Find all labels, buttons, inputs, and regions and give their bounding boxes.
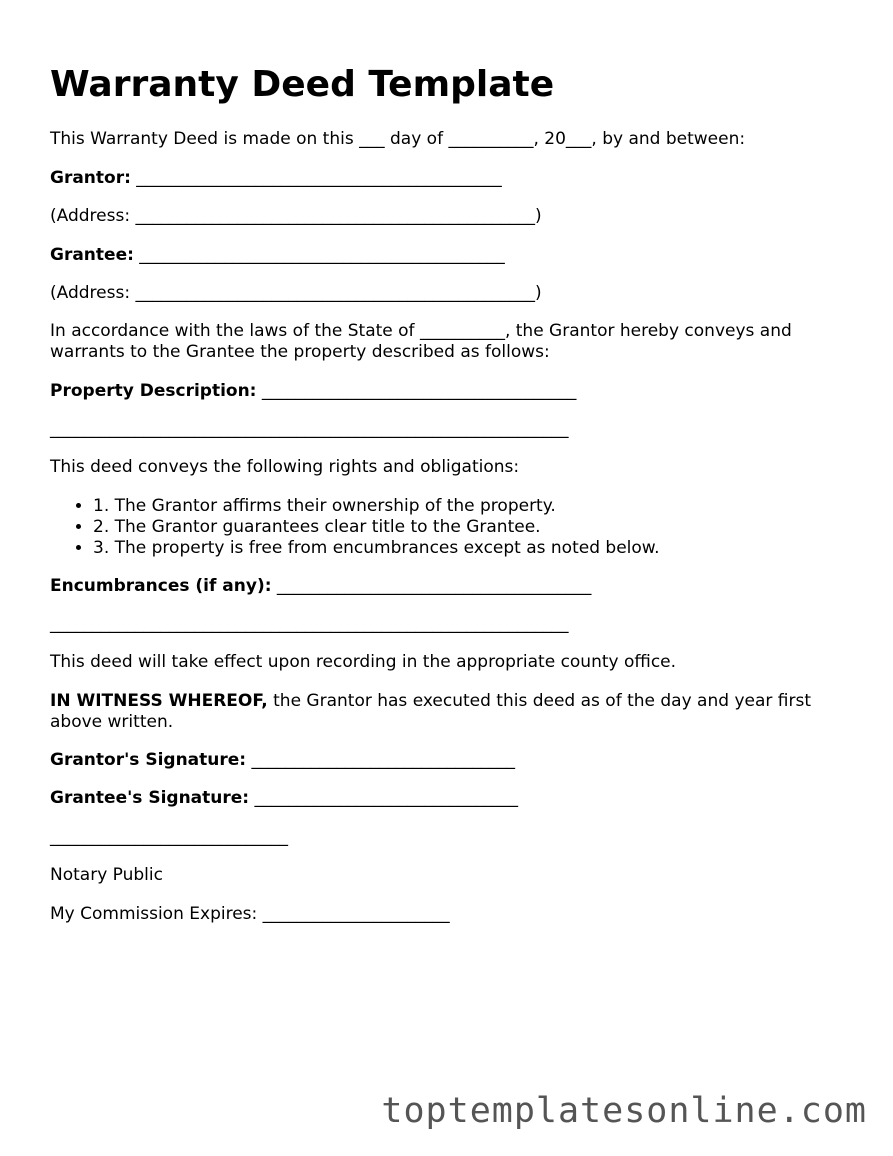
property-description-field [50, 381, 576, 402]
grantor-blank: ___________________________________________ [130, 168, 502, 188]
rights-list [50, 496, 660, 559]
grantee-signature-field [50, 788, 518, 809]
list-item: • 1. The Grantor affirms their ownership of the property. [93, 496, 660, 517]
property-description-line-2: _____________________________________________________________ [50, 419, 569, 439]
grantor-field [50, 168, 502, 189]
grantee-blank: ___________________________________________ [133, 245, 505, 265]
notary-signature-line: ____________________________ [50, 827, 288, 847]
conveyance-text: In accordance with the laws of the State of __________, the Grantor hereby conveys and warrants to the Grantee the property described as follows: [50, 321, 792, 362]
intro-text: This Warranty Deed is made on this ___ day of __________, 20___, by and between: [50, 129, 746, 149]
notary-label: Notary Public [50, 865, 163, 885]
encumbrances-label: Encumbrances (if any): [50, 576, 272, 596]
grantee-field [50, 245, 505, 266]
grantor-signature-field [50, 750, 515, 771]
grantee-signature-label: Grantee's Signature: [50, 788, 250, 808]
property-description-label: Property Description: [50, 381, 257, 401]
grantor-signature-blank: _______________________________ [246, 750, 516, 770]
grantee-label: Grantee: [50, 245, 134, 265]
encumbrances-field [50, 576, 591, 597]
effect-text: This deed will take effect upon recording in the appropriate county office. [50, 652, 677, 672]
grantor-address: (Address: _______________________________________________) [50, 206, 542, 226]
list-item: • 2. The Grantor guarantees clear title to the Grantee. [93, 517, 660, 538]
witness-bold: IN WITNESS WHEREOF, [50, 691, 268, 711]
encumbrances-blank: _____________________________________ [271, 576, 592, 596]
witness-text [50, 691, 840, 733]
page-title: Warranty Deed Template [50, 64, 555, 105]
grantor-label: Grantor: [50, 168, 131, 188]
grantee-address: (Address: _______________________________________________) [50, 283, 542, 303]
list-item: • 3. The property is free from encumbrances except as noted below. [93, 538, 660, 559]
commission-expires: My Commission Expires: ______________________ [50, 904, 450, 924]
grantee-signature-blank: _______________________________ [249, 788, 519, 808]
watermark: toptemplatesonline.com [381, 1091, 867, 1131]
property-description-blank: _____________________________________ [256, 381, 577, 401]
grantor-signature-label: Grantor's Signature: [50, 750, 247, 770]
witness-body: the Grantor has executed this deed as of the day and year first above written. [50, 691, 811, 732]
encumbrances-line-2: _____________________________________________________________ [50, 614, 569, 634]
rights-intro: This deed conveys the following rights and obligations: [50, 457, 520, 477]
